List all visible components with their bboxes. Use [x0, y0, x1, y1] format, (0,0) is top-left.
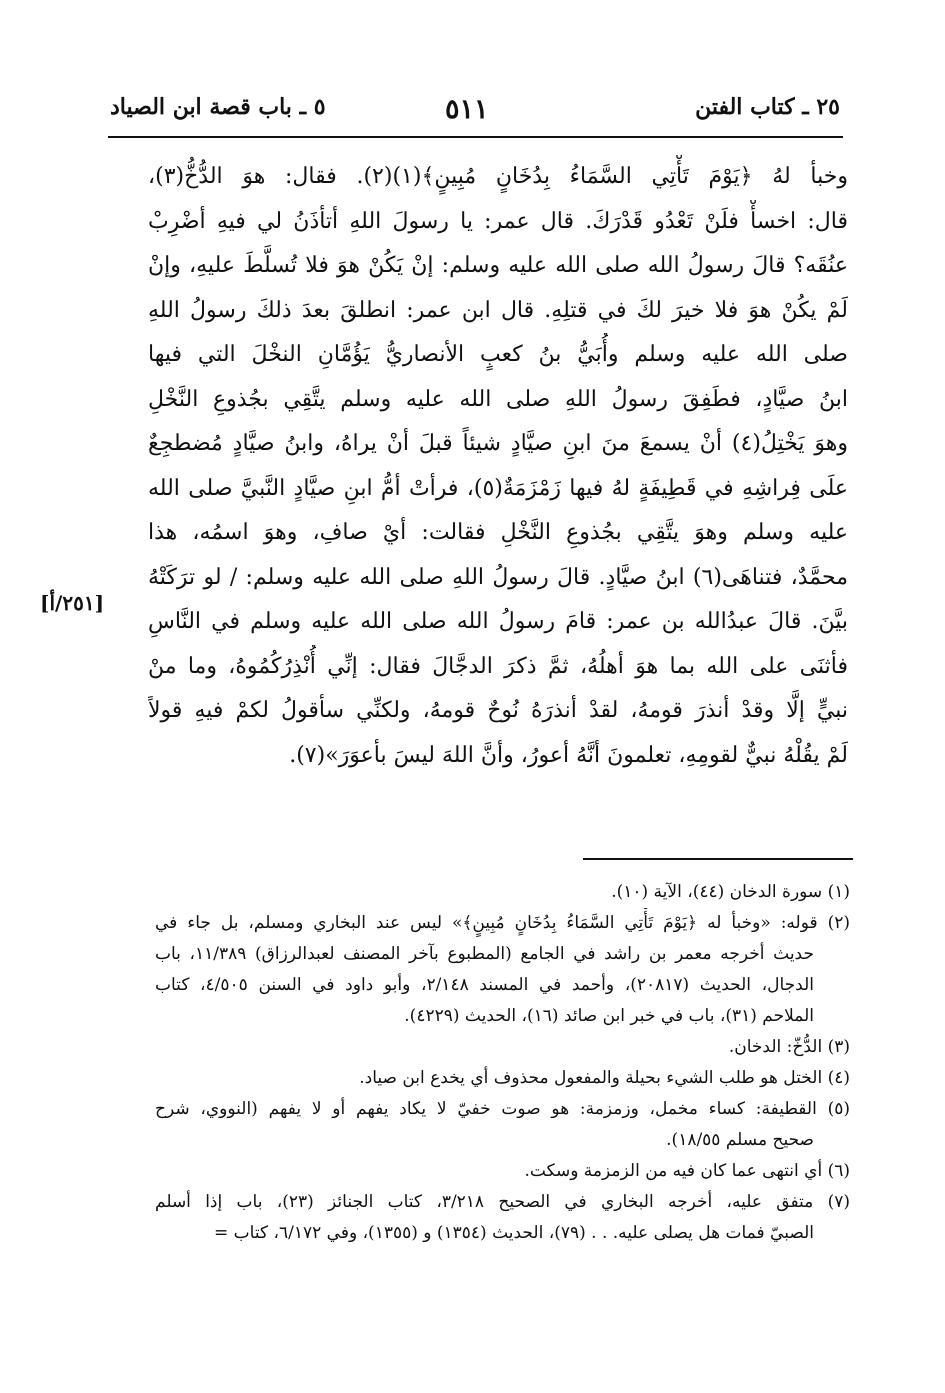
manuscript-folio-note: [٢٥١/أ]: [40, 591, 105, 615]
page-number: ٥١١: [445, 94, 489, 125]
footnote-line: الدجال، الحديث (٢٠٨١٧)، وأحمد في المسند ٢/١٤٨، وأبو داود في السنن ٤/٥٠٥، كتاب: [155, 975, 814, 995]
section-title: ٥ ـ باب قصة ابن الصياد: [110, 94, 326, 120]
footnote-line: الصبيّ فمات هل يصلى عليه. . . (٧٩)، الحديث (١٣٥٤) و (١٣٥٥)، وفي ٦/١٧٢، كتاب =: [214, 1223, 814, 1243]
running-header: [110, 88, 840, 132]
text-line: قال: اخسأْ فلَنْ تَعْدُو قَدْرَكَ. قال عمر: يا رسولَ اللهِ أتأذَنُ لي فيهِ أضْرِبْ: [148, 208, 848, 234]
footnote-line: (٢) قوله: «وخبأ له ﴿يَوْمَ تَأْتِي السَّمَاءُ بِدُخَانٍ مُبِينٍ﴾» ليس عند البخاري ومسلم، بل جاء في: [155, 913, 850, 933]
text-line: بيَّنَ. قالَ عبدُالله بن عمر: قامَ رسولُ الله صلى الله عليه وسلم في النَّاسِ: [148, 609, 848, 634]
footnote-line: (٤) الختل هو طلب الشيء بحيلة والمفعول محذوف أي يخدع ابن صياد.: [359, 1068, 850, 1088]
footnote-line: (٥) القطيفة: كساء مخمل، وزمزمة: هو صوت خفيّ لا يكاد يفهم أو لا يفهم (النووي، شرح: [155, 1099, 850, 1119]
footnote-line: (٦) أي انتهى عما كان فيه من الزمزمة وسكت.: [524, 1161, 850, 1181]
footnote: [155, 908, 850, 1032]
main-text: [148, 155, 848, 778]
text-line: صلى الله عليه وسلم وأُبَيُّ بنُ كعبٍ الأنصاريُّ يَؤُمَّانِ النخْلَ التي فيها: [148, 342, 848, 367]
footnote-separator: [583, 858, 853, 860]
text-line: نبيٍّ إلَّا وقدْ أنذرَ قومهُ، لقدْ أنذرَهُ نُوحٌ قومهُ، ولكنِّي سأقولُ لكمْ فيهِ قولاً: [148, 698, 848, 723]
text-line: وخبأ لهُ ﴿يَوْمَ تَأْتِي السَّمَاءُ بِدُخَانٍ مُبِينٍ﴾(١)(٢). فقال: هوَ الدُّخُّ(٣)،: [148, 164, 848, 189]
footnote: [155, 1156, 850, 1187]
footnote: [155, 1063, 850, 1094]
footnote: [155, 1094, 850, 1156]
footnote-line: (٧) متفق عليه، أخرجه البخاري في الصحيح ٣/٢١٨، كتاب الجنائز (٢٣)، باب إذا أسلم: [155, 1192, 850, 1212]
header-rule: [108, 136, 843, 138]
text-line: لَمْ يكُنْ هوَ فلا خيرَ لكَ في قتلِهِ. قال ابن عمر: انطلقَ بعدَ ذلكَ رسولُ اللهِ: [148, 297, 848, 323]
text-line: وهوَ يَخْتِلُ(٤) أنْ يسمعَ منَ ابنِ صيَّادٍ شيئاً قبلَ أنْ يراهُ، وابنُ صيَّادٍ مُضطجِعٌ: [148, 431, 848, 456]
text-line: ابنُ صيَّادٍ، فطَفِقَ رسولُ اللهِ صلى الله عليه وسلم يتَّقِي بجُذوعِ النَّخْلِ: [148, 386, 848, 412]
text-line: عنُقَه؟ قالَ رسولُ الله صلى الله عليه وسلم: إنْ يَكُنْ هوَ فلا تُسلَّطَ عليهِ، وإنْ: [148, 253, 848, 278]
chapter-title: ٢٥ ـ كتاب الفتن: [695, 94, 840, 120]
footnote-line: صحيح مسلم ١٨/٥٥).: [666, 1130, 814, 1150]
footnote: [155, 877, 850, 908]
footnotes: [155, 877, 850, 1249]
text-line: فأثنَى على الله بما هوَ أهلُهُ، ثمَّ ذكرَ الدجَّالَ فقال: إنِّي أُنْذِرُكُمُوهُ، وما منْ: [148, 653, 848, 679]
footnote: [155, 1187, 850, 1249]
text-line: علَى فِراشِهِ في قَطِيفَةٍ لهُ فيها زَمْزَمَةٌ(٥)، فرأتْ أمُّ ابنِ صيَّادٍ النَّبيَّ صلى الله: [148, 475, 848, 501]
footnote-line: حديث أخرجه معمر بن راشد في الجامع (المطبوع بآخر المصنف لعبدالرزاق) ١١/٣٨٩، باب: [155, 944, 814, 964]
footnote-line: الملاحم (٣١)، باب في خبر ابن صائد (١٦)، الحديث (٤٢٢٩).: [404, 1006, 814, 1026]
footnote-line: (٣) الدُّخّ: الدخان.: [728, 1037, 850, 1057]
text-line: لَمْ يقُلْهُ نبيٌّ لقومِهِ، تعلمونَ أنَّهُ أعورُ، وأنَّ اللهَ ليسَ بأعوَرَ»(٧).: [289, 742, 848, 768]
footnote-line: (١) سورة الدخان (٤٤)، الآية (١٠).: [611, 882, 850, 902]
text-line: محمَّدٌ، فتناهَى(٦) ابنُ صيَّادٍ. قالَ رسولُ اللهِ صلى الله عليه وسلم: / لو ترَكَتْهُ: [148, 564, 848, 590]
footnote: [155, 1032, 850, 1063]
text-line: عليه وسلم وهوَ يتَّقِي بجُذوعِ النَّخْلِ فقالت: أيْ صافِ، وهوَ اسمُه، هذا: [148, 520, 848, 545]
